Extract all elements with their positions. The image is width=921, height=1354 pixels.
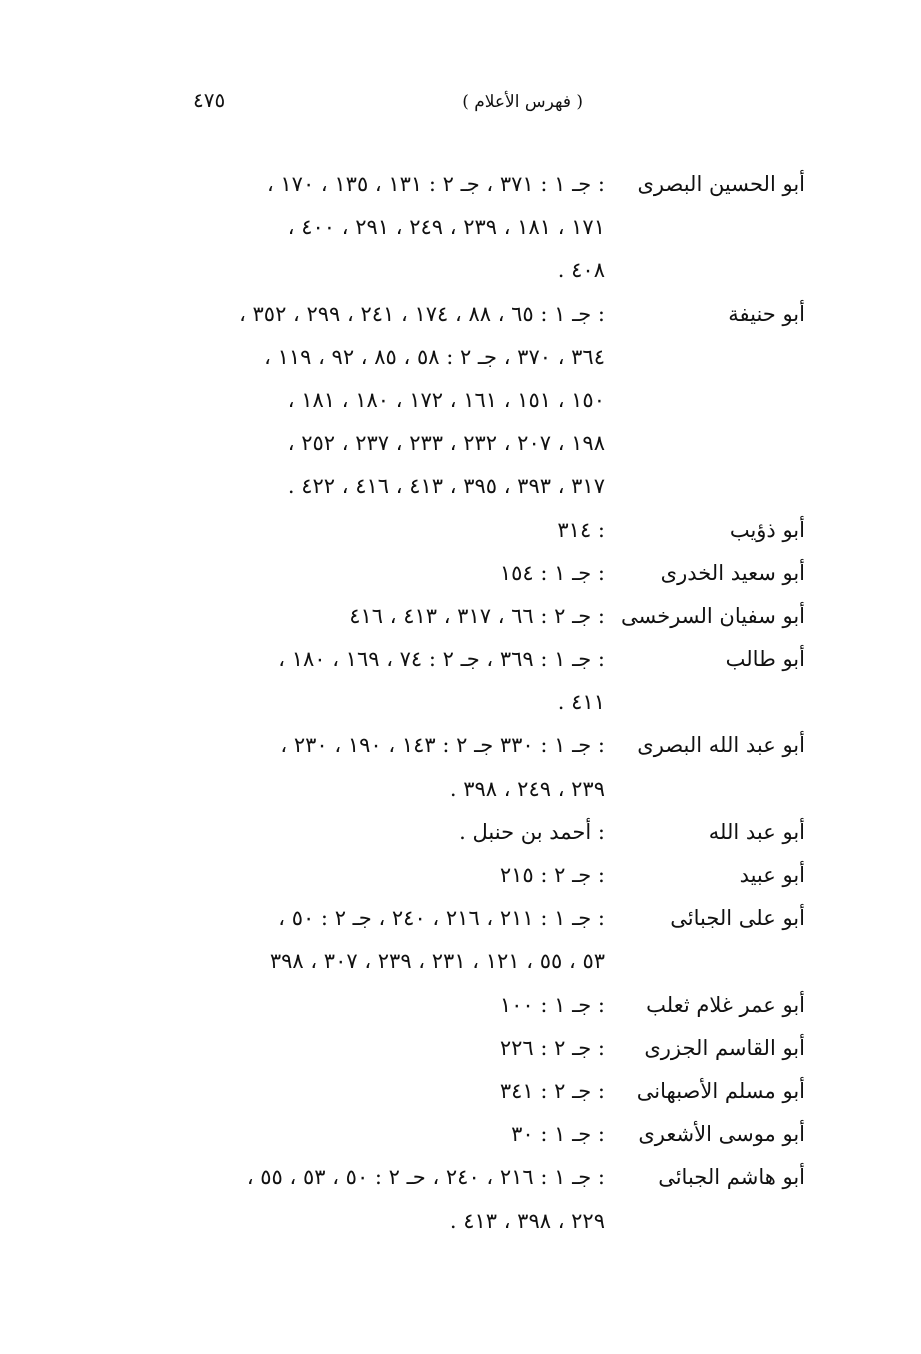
entry-name: أبو موسى الأشعرى [638, 1122, 805, 1147]
reference-line: ٤١١ . [557, 690, 605, 715]
entry-references [125, 897, 605, 983]
entry-name: أبو ذؤيب [729, 517, 805, 542]
index-entry [125, 595, 805, 638]
reference-line: : جـ ١ : ٣٠ [511, 1122, 605, 1147]
entry-references [125, 293, 605, 509]
entry-name: أبو على الجبائى [670, 906, 805, 931]
entry-references [125, 163, 605, 293]
entry-references [125, 1027, 605, 1070]
entry-name: أبو سفيان السرخسى [620, 603, 805, 628]
index-entry [125, 552, 805, 595]
reference-line: : جـ ١ : ٣٦٩ ، جـ ٢ : ٧٤ ، ١٦٩ ، ١٨٠ ، [278, 647, 605, 672]
reference-line: : أحمد بن حنبل . [459, 819, 605, 844]
entry-name: أبو هاشم الجبائى [658, 1165, 805, 1190]
page-number: ٤٧٥ [193, 88, 226, 112]
index-entry [125, 509, 805, 552]
running-title: ( فهرس الأعلام ) [462, 92, 583, 112]
entry-references [125, 1156, 605, 1242]
index-entry [125, 984, 805, 1027]
reference-line: : جـ ٢ : ٢٢٦ [499, 1035, 605, 1060]
reference-line: : جـ ٢ : ٣٤١ [499, 1079, 605, 1104]
reference-line: : جـ ١ : ١٠٠ [499, 992, 605, 1017]
reference-line: ٣١٧ ، ٣٩٣ ، ٣٩٥ ، ٤١٣ ، ٤١٦ ، ٤٢٢ . [287, 474, 605, 499]
entry-name: أبو الحسين البصرى [637, 172, 805, 196]
entry-name: أبو عبد الله [708, 819, 805, 844]
index-entry [125, 811, 805, 854]
index-entry [125, 1113, 805, 1156]
index-entry [125, 1156, 805, 1242]
reference-line: : ٣١٤ [557, 517, 605, 542]
entry-references [125, 984, 605, 1027]
index-entry [125, 897, 805, 983]
reference-line: : جـ ١ : ٢١٦ ، ٢٤٠ ، حـ ٢ : ٥٠ ، ٥٣ ، ٥٥ ، [246, 1165, 605, 1190]
reference-line: : جـ ١ : ٣٣٠ جـ ٢ : ١٤٣ ، ١٩٠ ، ٢٣٠ ، [280, 733, 605, 758]
entry-references [125, 595, 605, 638]
index-entry [125, 724, 805, 810]
reference-line: ٤٠٨ . [557, 258, 605, 283]
index-entry [125, 854, 805, 897]
reference-line: ١٥٠ ، ١٥١ ، ١٦١ ، ١٧٢ ، ١٨٠ ، ١٨١ ، [287, 387, 605, 412]
page-header [0, 88, 921, 124]
entry-references [125, 811, 605, 854]
reference-line: ٣٦٤ ، ٣٧٠ ، جـ ٢ : ٥٨ ، ٨٥ ، ٩٢ ، ١١٩ ، [264, 344, 605, 369]
index-entry [125, 638, 805, 724]
entry-name: أبو عمر غلام ثعلب [646, 992, 805, 1017]
reference-line: ١٩٨ ، ٢٠٧ ، ٢٣٢ ، ٢٣٣ ، ٢٣٧ ، ٢٥٢ ، [287, 431, 605, 456]
index-entry [125, 1070, 805, 1113]
entry-references [125, 638, 605, 724]
entry-name: أبو القاسم الجزرى [644, 1035, 805, 1060]
reference-line: : جـ ٢ : ٦٦ ، ٣١٧ ، ٤١٣ ، ٤١٦ [349, 603, 605, 628]
reference-line: ٥٣ ، ٥٥ ، ١٢١ ، ٢٣١ ، ٢٣٩ ، ٣٠٧ ، ٣٩٨ [269, 949, 605, 974]
entry-name: أبو سعيد الخدرى [660, 560, 805, 585]
reference-line: ١٧١ ، ١٨١ ، ٢٣٩ ، ٢٤٩ ، ٢٩١ ، ٤٠٠ ، [287, 215, 605, 240]
entry-name: أبو طالب [725, 647, 805, 672]
entry-name: أبو مسلم الأصبهانى [636, 1079, 805, 1104]
entry-name: أبو حنيفة [728, 301, 805, 326]
entry-name: أبو عبد الله البصرى [637, 733, 805, 758]
entry-references [125, 1113, 605, 1156]
entry-references [125, 724, 605, 810]
index-entry [125, 163, 805, 293]
reference-line: ٢٢٩ ، ٣٩٨ ، ٤١٣ . [449, 1208, 605, 1233]
entry-references [125, 1070, 605, 1113]
index-of-names [125, 163, 805, 1243]
entry-references [125, 552, 605, 595]
reference-line: ٢٣٩ ، ٢٤٩ ، ٣٩٨ . [449, 776, 605, 801]
reference-line: : جـ ٢ : ٢١٥ [499, 863, 605, 888]
reference-line: : جـ ١ : ١٥٤ [499, 560, 605, 585]
index-entry [125, 1027, 805, 1070]
entry-references [125, 509, 605, 552]
entry-references [125, 854, 605, 897]
entry-name: أبو عبيد [739, 863, 805, 888]
index-entry [125, 293, 805, 509]
reference-line: : جـ ١ : ٢١١ ، ٢١٦ ، ٢٤٠ ، جـ ٢ : ٥٠ ، [278, 906, 605, 931]
reference-line: : جـ ١ : ٦٥ ، ٨٨ ، ١٧٤ ، ٢٤١ ، ٢٩٩ ، ٣٥٢ ، [239, 301, 605, 326]
reference-line: : جـ ١ : ٣٧١ ، جـ ٢ : ١٣١ ، ١٣٥ ، ١٧٠ ، [266, 172, 605, 196]
